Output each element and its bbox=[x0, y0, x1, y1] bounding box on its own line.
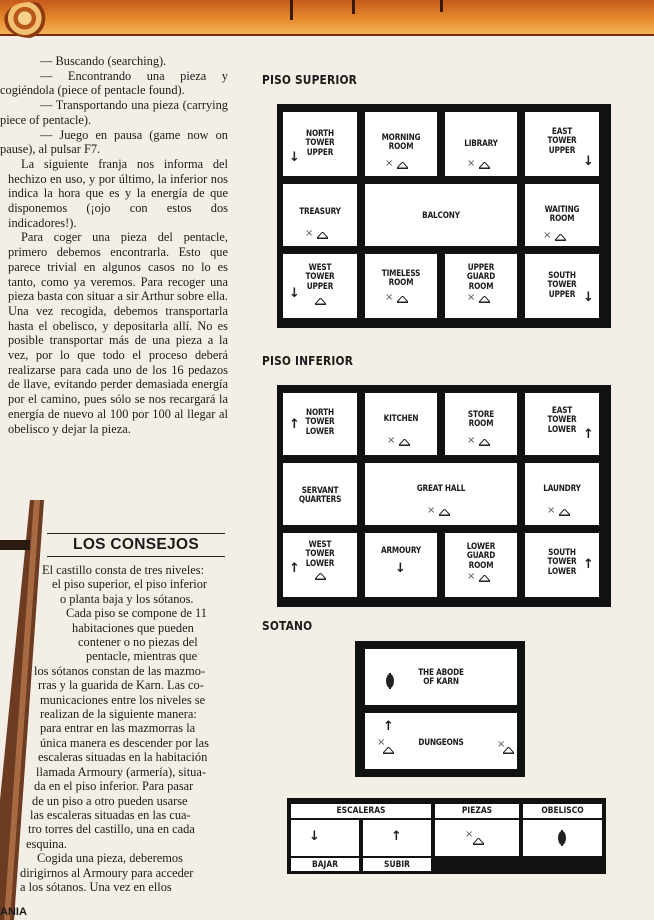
room-timeless-room: TIMELESS ROOM × bbox=[365, 254, 437, 318]
cross-mark-icon: × bbox=[427, 505, 436, 516]
room-morning-room: MORNING ROOM × bbox=[365, 112, 437, 176]
section-heading: LOS CONSEJOS bbox=[47, 533, 225, 557]
floor-title-superior: PISO SUPERIOR bbox=[262, 72, 358, 87]
decorative-mark bbox=[290, 0, 293, 20]
room-lower-guard-room: LOWER GUARD ROOM × bbox=[445, 533, 517, 597]
room-kitchen: KITCHEN × bbox=[365, 393, 437, 455]
pentacle-piece-icon bbox=[397, 162, 408, 169]
pentacle-piece-icon bbox=[315, 573, 326, 580]
room-north-tower-lower: NORTH TOWER LOWER ↑ bbox=[283, 393, 357, 455]
legend-label-subir: SUBIR bbox=[384, 859, 410, 869]
pentacle-piece-icon bbox=[503, 747, 514, 754]
legend-label-bajar-cell bbox=[291, 858, 359, 871]
pentacle-piece-icon bbox=[439, 509, 450, 516]
stairs-down-icon: ↓ bbox=[289, 150, 300, 165]
pentacle-piece-icon bbox=[479, 439, 490, 446]
text-line: dirigirnos al Armoury para acceder bbox=[20, 865, 194, 880]
map-legend bbox=[287, 798, 606, 874]
legend-header-escaleras: ESCALERAS bbox=[291, 804, 431, 818]
legend-label-subir-cell bbox=[363, 858, 431, 871]
cross-mark-icon: × bbox=[497, 739, 506, 750]
obelisk-icon bbox=[557, 830, 567, 846]
text-line: para entrar en las mazmorras la bbox=[40, 721, 196, 736]
cross-mark-icon: × bbox=[385, 158, 394, 169]
paragraph: — Transportando una pieza (carrying piece of pentacle). bbox=[0, 98, 228, 127]
cross-mark-icon: × bbox=[305, 228, 314, 239]
text-line: Cogida una pieza, deberemos bbox=[37, 851, 183, 866]
header-banner bbox=[0, 0, 654, 36]
room-armoury: ARMOURY ↓ bbox=[365, 533, 437, 597]
paragraph: Para coger una pieza del pentacle, primero debemos encontrarla. Esto que parece trivial en algunos casos no lo es tanto, como ya veremos. Para recoger una pieza basta con situar a sir Arthur sobre ella. Una vez recogida, debemos transportarla hasta el obelisco, y depositarla allí. No es posible transportar más de una pieza a la vez, por lo que todo el proceso deberá realizarse para cada uno de los 16 pedazos de llave, evitando perder demasiada energía por el camino, pues sólo se nos recargará la energía de nuevo al 100 por 100 al llegar al obelisco y dejar la pieza. bbox=[8, 230, 228, 436]
stairs-up-icon: ↑ bbox=[583, 557, 594, 572]
room-treasury: TREASURY × bbox=[283, 184, 357, 246]
decorative-mark bbox=[440, 0, 443, 12]
stairs-up-icon: ↑ bbox=[289, 561, 300, 576]
paragraph: — Encontrando una pieza y cogiéndola (piece of pentacle found). bbox=[0, 68, 228, 98]
text-line: de un piso a otro pueden usarse bbox=[32, 793, 188, 808]
pentacle-piece-icon bbox=[399, 439, 410, 446]
room-west-tower-lower: WEST TOWER LOWER ↑ bbox=[283, 533, 357, 597]
obelisk-icon bbox=[385, 673, 395, 689]
text-line: el piso superior, el piso inferior bbox=[52, 577, 208, 592]
cross-mark-icon: × bbox=[467, 571, 476, 582]
floor-title-inferior: PISO INFERIOR bbox=[262, 353, 354, 368]
text-line: rras y la guarida de Karn. Las co- bbox=[38, 678, 204, 693]
floor-map-sotano bbox=[355, 641, 525, 777]
legend-header-obelisco: OBELISCO bbox=[523, 804, 602, 818]
room-north-tower-upper: NORTH TOWER UPPER ↓ bbox=[283, 112, 357, 176]
room-east-tower-upper: EAST TOWER UPPER ↓ bbox=[525, 112, 599, 176]
article-text-bottom bbox=[0, 563, 226, 894]
cross-mark-icon: × bbox=[385, 292, 394, 303]
article-text-top bbox=[0, 54, 228, 436]
text-line: habitaciones que pueden bbox=[72, 620, 194, 635]
text-line: municaciones entre los niveles se bbox=[40, 692, 206, 707]
stairs-down-icon: ↓ bbox=[395, 561, 406, 576]
room-south-tower-lower: SOUTH TOWER LOWER ↑ bbox=[525, 533, 599, 597]
pentacle-piece-icon bbox=[479, 162, 490, 169]
stairs-down-icon: ↓ bbox=[583, 290, 594, 305]
paragraph: La siguiente franja nos informa del hechizo en uso, y por último, la inferior nos indica la hora que es y la energía de que disponemos (¡ojo con estos dos indicadores!). bbox=[8, 156, 228, 230]
text-line: pentacle, mientras que bbox=[86, 649, 198, 664]
pentacle-piece-icon bbox=[479, 296, 490, 303]
floor-title-sotano: SOTANO bbox=[262, 618, 313, 633]
floor-map-superior bbox=[277, 104, 611, 328]
text-line: esquina. bbox=[26, 836, 67, 851]
room-east-tower-lower: EAST TOWER LOWER ↑ bbox=[525, 393, 599, 455]
room-dungeons: DUNGEONS ↑ × × bbox=[365, 713, 517, 769]
room-waiting-room: WAITING ROOM × bbox=[525, 184, 599, 246]
pentacle-piece-icon bbox=[479, 575, 490, 582]
scroll-ornament-icon bbox=[4, 2, 56, 38]
stairs-up-icon: ↑ bbox=[289, 417, 300, 432]
text-line: llamada Armoury (armería), situa- bbox=[36, 764, 206, 779]
room-servant-quarters: SERVANT QUARTERS bbox=[283, 463, 357, 525]
text-line: tro torres del castillo, una en cada bbox=[28, 822, 195, 837]
pentacle-piece-icon bbox=[317, 232, 328, 239]
page-footer: ANIA bbox=[0, 906, 27, 918]
room-balcony: BALCONY bbox=[365, 184, 517, 246]
paragraph: — Juego en pausa (game now on pause), al pulsar F7. bbox=[0, 127, 228, 157]
cross-mark-icon: × bbox=[467, 435, 476, 446]
cross-mark-icon: × bbox=[467, 158, 476, 169]
decorative-mark bbox=[352, 0, 355, 14]
text-line: da en el piso inferior. Para pasar bbox=[34, 779, 194, 794]
pentacle-piece-icon bbox=[559, 509, 570, 516]
room-library: LIBRARY × bbox=[445, 112, 517, 176]
text-line: o planta baja y los sótanos. bbox=[60, 591, 194, 606]
room-south-tower-upper: SOUTH TOWER UPPER ↓ bbox=[525, 254, 599, 318]
legend-cell-subir bbox=[363, 820, 431, 856]
text-line: contener o no piezas del bbox=[78, 635, 198, 650]
cross-mark-icon: × bbox=[467, 292, 476, 303]
legend-cell-obelisco bbox=[523, 820, 602, 856]
legend-cell-piezas bbox=[435, 820, 519, 856]
legend-label-bajar: BAJAR bbox=[311, 859, 339, 869]
text-line: Cada piso se compone de 11 bbox=[66, 606, 207, 621]
text-line: las escaleras situadas en las cua- bbox=[30, 807, 191, 822]
floor-map-inferior bbox=[277, 385, 611, 607]
legend-header-piezas: PIEZAS bbox=[435, 804, 519, 818]
text-line: a los sótanos. Una vez en ellos bbox=[20, 879, 172, 894]
pentacle-piece-icon bbox=[383, 747, 394, 754]
cross-mark-icon: × bbox=[543, 230, 552, 241]
pentacle-piece-icon bbox=[397, 296, 408, 303]
stairs-down-icon: ↓ bbox=[289, 286, 300, 301]
stairs-up-icon: ↑ bbox=[391, 829, 402, 844]
text-line: El castillo consta de tres niveles: bbox=[42, 563, 205, 577]
cross-mark-icon: × bbox=[377, 737, 386, 748]
cross-mark-icon: × bbox=[547, 505, 556, 516]
room-store-room: STORE ROOM × bbox=[445, 393, 517, 455]
stairs-up-icon: ↑ bbox=[383, 719, 394, 734]
text-line: los sótanos constan de las mazmo- bbox=[34, 663, 206, 678]
pentacle-piece-icon bbox=[315, 298, 326, 305]
stairs-up-icon: ↑ bbox=[583, 427, 594, 442]
paragraph: — Buscando (searching). bbox=[40, 54, 167, 68]
text-line: única manera es descender por las bbox=[40, 735, 209, 750]
cross-mark-icon: × bbox=[465, 829, 474, 840]
stairs-down-icon: ↓ bbox=[309, 829, 320, 844]
room-great-hall: GREAT HALL × bbox=[365, 463, 517, 525]
room-west-tower-upper: WEST TOWER UPPER ↓ bbox=[283, 254, 357, 318]
pentacle-piece-icon bbox=[555, 234, 566, 241]
pentacle-piece-icon bbox=[473, 838, 484, 845]
text-line: escaleras situadas en la habitación bbox=[38, 750, 208, 765]
room-abode-of-karn: THE ABODE OF KARN bbox=[365, 649, 517, 705]
room-upper-guard-room: UPPER GUARD ROOM × bbox=[445, 254, 517, 318]
stairs-down-icon: ↓ bbox=[583, 154, 594, 169]
legend-cell-bajar bbox=[291, 820, 359, 856]
text-line: realizan de la siguiente manera: bbox=[40, 707, 197, 722]
room-laundry: LAUNDRY × bbox=[525, 463, 599, 525]
cross-mark-icon: × bbox=[387, 435, 396, 446]
